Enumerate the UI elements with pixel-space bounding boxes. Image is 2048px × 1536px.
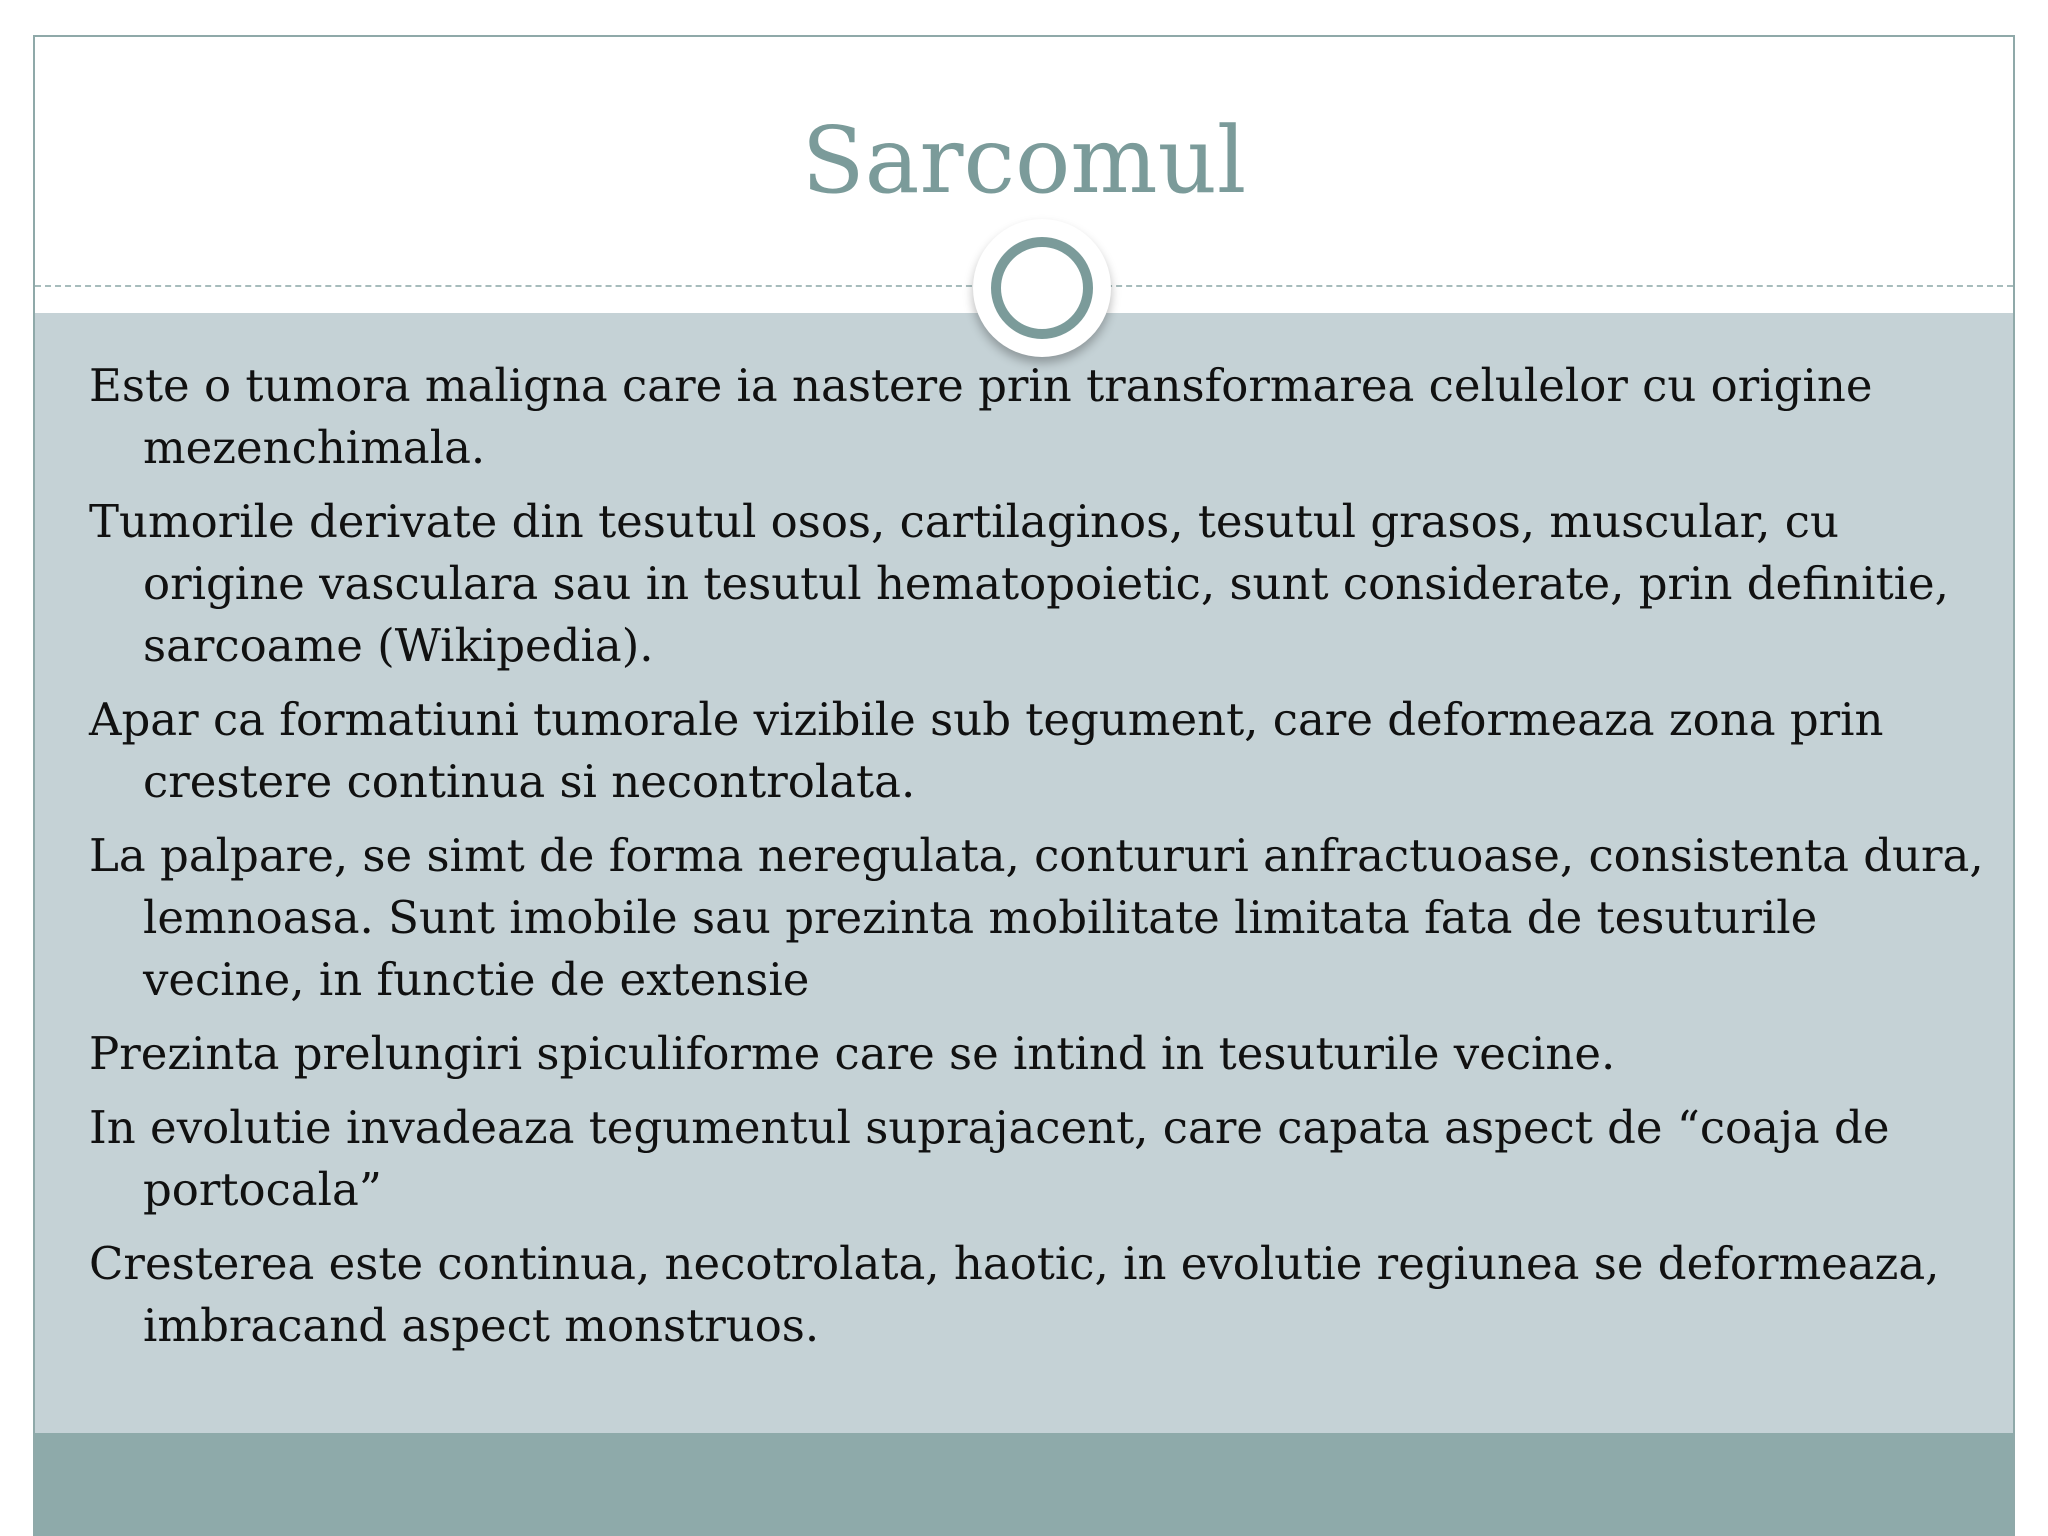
ring-icon-inner	[991, 237, 1093, 339]
footer-band	[35, 1433, 2013, 1536]
bullet-item: Cresterea este continua, necotrolata, haotic, in evolutie regiunea se deformeaza, imbracand aspect monstruos.	[89, 1237, 1940, 1352]
bullet-item: Tumorile derivate din tesutul osos, cartilaginos, tesutul grasos, muscular, cu origine vasculara sau in tesutul hematopoietic, sunt considerate, prin definitie, sarcoame (Wikipedia).	[89, 495, 1949, 672]
bullet-list	[89, 355, 1989, 1369]
ring-icon	[973, 219, 1111, 357]
bullet-item: La palpare, se simt de forma neregulata, contururi anfractuoase, consistenta dura, lemnoasa. Sunt imobile sau prezinta mobilitate limitata fata de tesuturile vecine, in functie de extensie	[89, 829, 1984, 1006]
slide	[33, 35, 2015, 1536]
bullet-item: Apar ca formatiuni tumorale vizibile sub tegument, care deformeaza zona prin crestere continua si necontrolata.	[89, 693, 1884, 808]
bullet-item: In evolutie invadeaza tegumentul suprajacent, care capata aspect de “coaja de portocala”	[89, 1101, 1890, 1216]
slide-title: Sarcomul	[801, 107, 1247, 214]
bullet-item: Este o tumora maligna care ia nastere prin transformarea celulelor cu origine mezenchimala.	[89, 359, 1873, 474]
bullet-item: Prezinta prelungiri spiculiforme care se intind in tesuturile vecine.	[89, 1027, 1616, 1080]
